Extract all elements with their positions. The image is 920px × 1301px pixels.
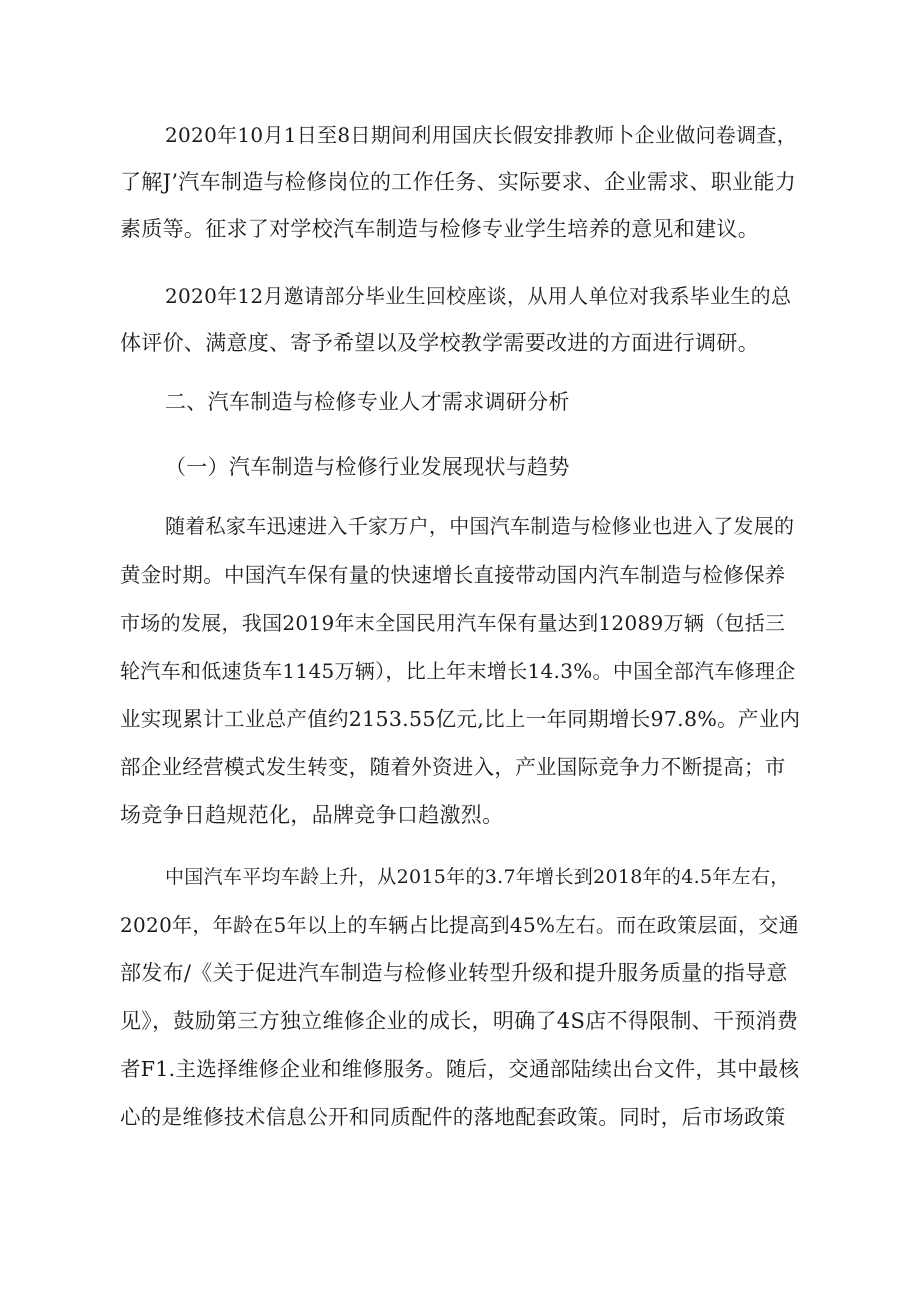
paragraph-4-line-3: 部发布/《关于促进汽车制造与检修业转型升级和提升服务质量的指导意 bbox=[120, 961, 788, 985]
paragraph-1-line-3: 素质等。征求了对学校汽车制造与检修专业学生培养的意见和建议。 bbox=[120, 217, 759, 241]
subsection-heading: （一）汽车制造与检修行业发展现状与趋势 bbox=[165, 455, 570, 479]
paragraph-4-line-6: 心的是维修技术信息公开和同质配件的落地配套政策。同时，后市场政策 bbox=[120, 1105, 786, 1129]
paragraph-2-line-2: 体评价、满意度、寄予希望以及学校教学需要改进的方面进行调研。 bbox=[120, 331, 759, 355]
paragraph-3-line-3: 市场的发展，我国2019年末全国民用汽车保有量达到12089万辆（包括三 bbox=[120, 611, 786, 635]
paragraph-3-line-4: 轮汽车和低速货车1145万辆），比上年末增长14.3%。中国全部汽车修理企 bbox=[120, 659, 796, 683]
paragraph-3-line-5: 业实现累计工业总产值约2153.55亿元,比上一年同期增长97.8%。产业内 bbox=[120, 707, 801, 731]
paragraph-3-line-1: 随着私家车迅速进入千家万户，中国汽车制造与检修业也进入了发展的 bbox=[165, 514, 795, 538]
paragraph-3-line-6: 部企业经营模式发生转变，随着外资进入，产业国际竞争力不断提高；市 bbox=[120, 755, 786, 779]
paragraph-1-line-2: 了解J’汽车制造与检修岗位的工作任务、实际要求、企业需求、职业能力 bbox=[120, 170, 796, 194]
paragraph-3-line-2: 黄金时期。中国汽车保有量的快速增长直接带动国内汽车制造与检修保养 bbox=[120, 563, 786, 587]
paragraph-1-line-1: 2020年10月1日至8日期间利用国庆长假安排教师卜企业做问卷调查， bbox=[165, 123, 797, 147]
paragraph-4-line-4: 见》，鼓励第三方独立维修企业的成长，明确了4S店不得限制、干预消费 bbox=[120, 1009, 799, 1033]
paragraph-4-line-2: 2020年，年龄在5年以上的车辆占比提高到45%左右。而在政策层面，交通 bbox=[120, 913, 799, 937]
paragraph-2-line-1: 2020年12月邀请部分毕业生回校座谈，从用人单位对我系毕业生的总 bbox=[165, 284, 792, 308]
paragraph-3-line-7: 场竞争日趋规范化，品牌竞争口趋激烈。 bbox=[120, 803, 504, 827]
paragraph-4-line-5: 者F1.主选择维修企业和维修服务。随后，交通部陆续出台文件，其中最核 bbox=[120, 1057, 800, 1081]
paragraph-4-line-1: 中国汽车平均车龄上升，从2015年的3.7年增长到2018年的4.5年左右， bbox=[165, 866, 790, 888]
section-heading: 二、汽车制造与检修专业人才需求调研分析 bbox=[165, 390, 570, 414]
